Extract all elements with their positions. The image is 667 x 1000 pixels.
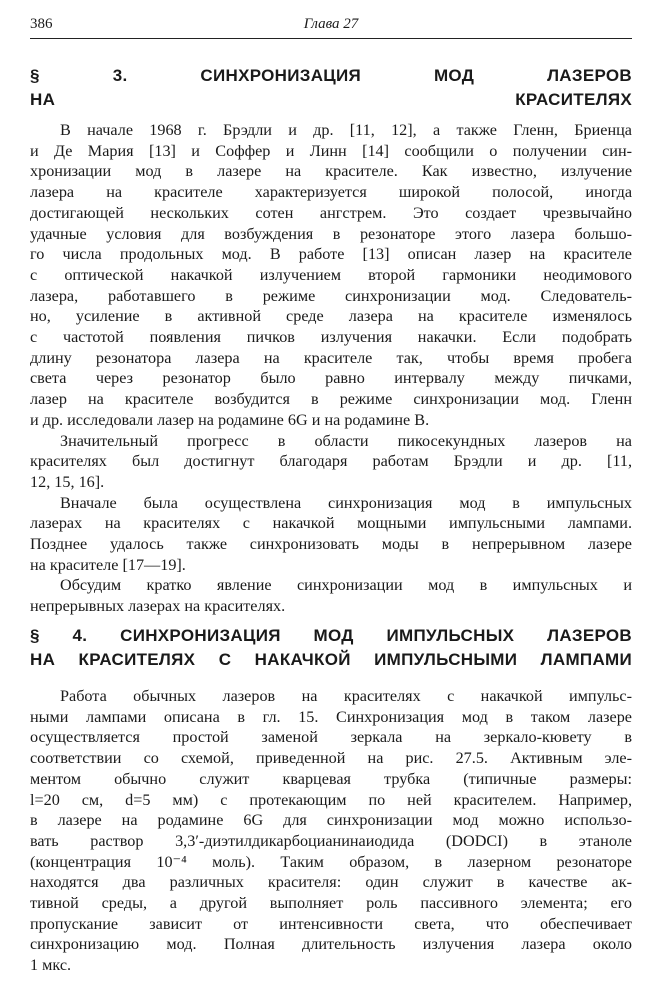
paragraph <box>30 575 632 616</box>
text-line: В начале 1968 г. Брэдли и др. [11, 12], а также Гленн, Бриенца <box>60 121 632 139</box>
text-line: и др. исследовали лазер на родамине 6G и на родамине B. <box>30 410 430 429</box>
text-line: 1 мкс. <box>30 956 72 975</box>
text-line: удачные условия для возбуждения в резонаторе этого лазера большо- <box>30 224 632 243</box>
text-line: Обсудим кратко явление синхронизации мод в импульсных и <box>60 576 632 595</box>
paragraph <box>30 493 632 576</box>
text-line: непрерывных лазерах на красителях. <box>30 597 286 616</box>
section-3-body <box>30 120 632 617</box>
text-line: l=20 см, d=5 мм) с протекающим по ней красителем. Например, <box>30 790 632 809</box>
text-line: (концентрация 10⁻⁴ моль). Таким образом, в лазерном резонаторе <box>30 852 632 871</box>
running-head <box>30 16 632 40</box>
text-line: и Де Мария [13] и Соффер и Линн [14] сообщили о получении син- <box>30 141 632 160</box>
text-line: Позднее удалось также синхронизовать моды в непрерывном лазере <box>30 535 632 554</box>
header-rule <box>30 38 632 39</box>
section-4-title-line: НА КРАСИТЕЛЯХ С НАКАЧКОЙ ИМПУЛЬСНЫМИ ЛАМПАМИ <box>30 650 632 669</box>
text-line: лазер на красителе возбудится в режиме синхронизации мод. Гленн <box>30 390 632 409</box>
text-line: света через резонатор было равно интервалу между пичками, <box>30 369 632 388</box>
text-line: вать раствор 3,3′-диэтилдикарбоцианинаиодида (DODCI) в этаноле <box>30 831 632 850</box>
paragraph <box>30 431 632 493</box>
section-3-title-line: § 3. СИНХРОНИЗАЦИЯ МОД ЛАЗЕРОВ <box>30 66 632 85</box>
section-4-body <box>30 686 632 976</box>
text-line: го числа продольных мод. В работе [13] описан лазер на красителе <box>30 245 632 264</box>
text-line: красителях был достигнут благодаря работам Брэдли и др. [11, <box>30 452 632 471</box>
text-line: достигающей нескольких сотен ангстрем. Это создает чрезвычайно <box>30 203 632 222</box>
text-line: синхронизацию мод. Полная длительность излучения лазера около <box>30 935 632 954</box>
text-line: Значительный прогресс в области пикосекундных лазеров на <box>60 431 632 450</box>
text-line: хронизации мод в лазере на красителе. Как известно, излучение <box>30 162 632 181</box>
text-line: осуществляется простой заменой зеркала на зеркало-кювету в <box>30 728 632 747</box>
paragraph <box>30 686 632 976</box>
text-line: лазера на красителе характеризуется широкой полосой, иногда <box>30 183 632 202</box>
section-4-title-line: § 4. СИНХРОНИЗАЦИЯ МОД ИМПУЛЬСНЫХ ЛАЗЕРОВ <box>30 626 632 645</box>
text-line: но, усиление в активной среде лазера на красителе изменялось <box>30 307 632 326</box>
text-line: пропускание зависит от интенсивности света, что обеспечивает <box>30 914 632 933</box>
text-line: в лазере на родамине 6G для синхронизации мод можно использо- <box>30 811 632 830</box>
text-line: на красителе [17—19]. <box>30 555 186 574</box>
text-line: 12, 15, 16]. <box>30 472 105 491</box>
page-number: 386 <box>30 16 53 32</box>
text-line: находятся два различных красителя: один служит в качестве ак- <box>30 873 632 892</box>
text-line: лазера, работавшего в режиме синхронизации мод. Следователь- <box>30 286 632 305</box>
paragraph <box>30 120 632 431</box>
text-line: с частотой появления пичков излучения накачки. Если подобрать <box>30 328 632 347</box>
text-line: соответствии со схемой, приведенной на рис. 27.5. Активным эле- <box>30 749 632 768</box>
section-3-title <box>30 64 632 112</box>
text-line: Вначале была осуществлена синхронизация мод в импульсных <box>60 493 632 512</box>
text-line: лазерах на красителях с накачкой мощными импульсными лампами. <box>30 514 632 533</box>
section-4-title <box>30 624 632 672</box>
section-3-title-line: НА КРАСИТЕЛЯХ <box>30 90 632 109</box>
text-line: длину резонатора лазера на красителе так, чтобы время пробега <box>30 348 632 367</box>
chapter-label: Глава 27 <box>303 16 359 32</box>
text-line: тивной среды, а другой выполняет роль пассивного элемента; его <box>30 894 632 913</box>
text-line: с оптической накачкой излучением второй гармоники неодимового <box>30 265 632 284</box>
text-line: ментом обычно служит кварцевая трубка (типичные размеры: <box>30 769 632 788</box>
text-line: Работа обычных лазеров на красителях с накачкой импульс- <box>60 687 632 705</box>
text-line: ными лампами описана в гл. 15. Синхронизация мод в таком лазере <box>30 707 632 726</box>
